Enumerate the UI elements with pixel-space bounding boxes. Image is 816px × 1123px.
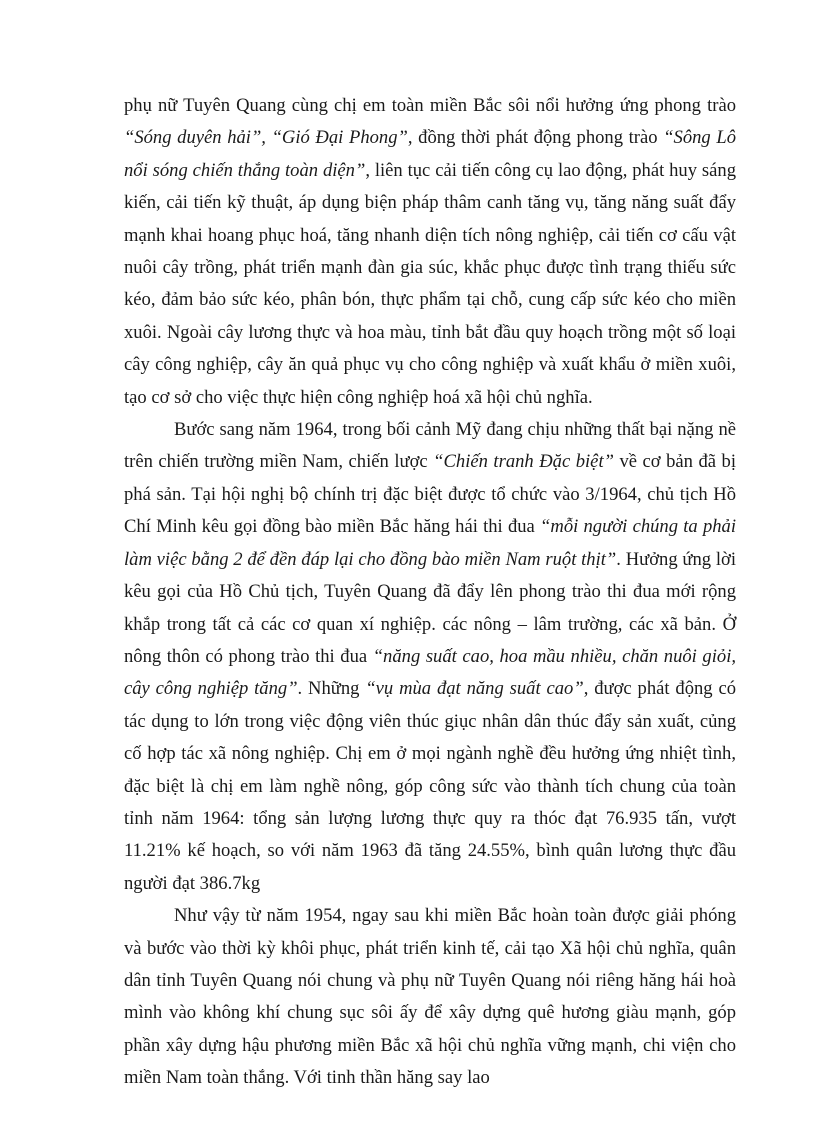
paragraph-1: [124, 90, 736, 414]
paragraph-3: [124, 900, 736, 1094]
document-page: [124, 90, 736, 1095]
text-run: , liên tục cải tiến công cụ lao động, phát huy sáng kiến, cải tiến kỹ thuật, áp dụng biện pháp thâm canh tăng vụ, tăng năng suất đẩy mạnh khai hoang phục hoá, tăng nhanh diện tích nông nghiệp, cải tiến cơ cấu vật nuôi cây trồng, phát triển mạnh đàn gia súc, khắc phục được tình trạng thiếu sức kéo, đảm bảo sức kéo, phân bón, thực phẩm tại chỗ, cung cấp sức kéo cho miền xuôi. Ngoài cây lương thực và hoa màu, tỉnh bắt đầu quy hoạch trồng một số loại cây công nghiệp, cây ăn quả phục vụ cho công nghiệp và xuất khẩu ở miền xuôi, tạo cơ sở cho việc thực hiện công nghiệp hoá xã hội chủ nghĩa.: [124, 159, 736, 408]
paragraph-2: [124, 414, 736, 900]
text-run: phụ nữ Tuyên Quang cùng chị em toàn miền Bắc sôi nổi hưởng ứng phong trào: [124, 95, 736, 116]
text-run: , được phát động có tác dụng to lớn trong việc động viên thúc giục nhân dân thúc đẩy sản xuất, củng cố hợp tác xã nông nghiệp. Chị em ở mọi ngành nghề đều hưởng ứng nhiệt tình, đặc biệt là chị em làm nghề nông, góp công sức vào thành tích chung của toàn tỉnh năm 1964: tổng sản lượng lương thực quy ra thóc đạt 76.935 tấn, vượt 11.21% kế hoạch, so với năm 1963 đã tăng 24.55%, bình quân lương thực đầu người đạt 386.7kg: [124, 678, 736, 894]
text-run-italic: “Chiến tranh Đặc biệt”: [433, 451, 614, 473]
text-run-italic: “Sông Lô nổi sóng chiến thắng toàn diện”: [124, 127, 736, 181]
text-run-italic: “năng suất cao, hoa mầu nhiều, chăn nuôi giỏi, cây công nghiệp tăng”: [124, 645, 737, 700]
text-run: Như vậy từ năm 1954, ngay sau khi miền Bắc hoàn toàn được giải phóng và bước vào thời kỳ khôi phục, phát triển kinh tế, cải tạo Xã hội chủ nghĩa, quân dân tỉnh Tuyên Quang nói chung và phụ nữ Tuyên Quang nói riêng hăng hái hoà mình vào không khí chung sục sôi ấy để xây dựng quê hương giàu mạnh, góp phần xây dựng hậu phương miền Bắc xã hội chủ nghĩa vững mạnh, chi viện cho miền Nam toàn thắng. Với tinh thần hăng say lao: [124, 905, 736, 1089]
text-run: . Hưởng ứng lời kêu gọi của Hồ Chủ tịch, Tuyên Quang đã đẩy lên phong trào thi đua mới rộng khắp trong tất cả các cơ quan xí nghiệp. các nông – lâm trường, các xã bản. Ở nông thôn có phong trào thi đua: [124, 548, 736, 667]
text-run-italic: “vụ mùa đạt năng suất cao”: [365, 678, 584, 700]
text-run-italic: “Sóng duyên hải”, “Gió Đại Phong”: [124, 127, 408, 149]
text-run: , đồng thời phát động phong trào: [407, 127, 664, 149]
text-run-italic: “mỗi người chúng ta phải làm việc bằng 2 để đền đáp lại cho đồng bào miền Nam ruột thịt”: [124, 516, 737, 570]
text-run: về cơ bản đã bị phá sản. Tại hội nghị bộ chính trị đặc biệt được tổ chức vào 3/1964, chủ tịch Hồ Chí Minh kêu gọi đồng bào miền Bắc hăng hái thi đua: [124, 451, 736, 538]
text-run: . Những: [297, 678, 366, 700]
text-run: Bước sang năm 1964, trong bối cảnh Mỹ đang chịu những thất bại nặng nề trên chiến trường miền Nam, chiến lược: [124, 419, 736, 473]
